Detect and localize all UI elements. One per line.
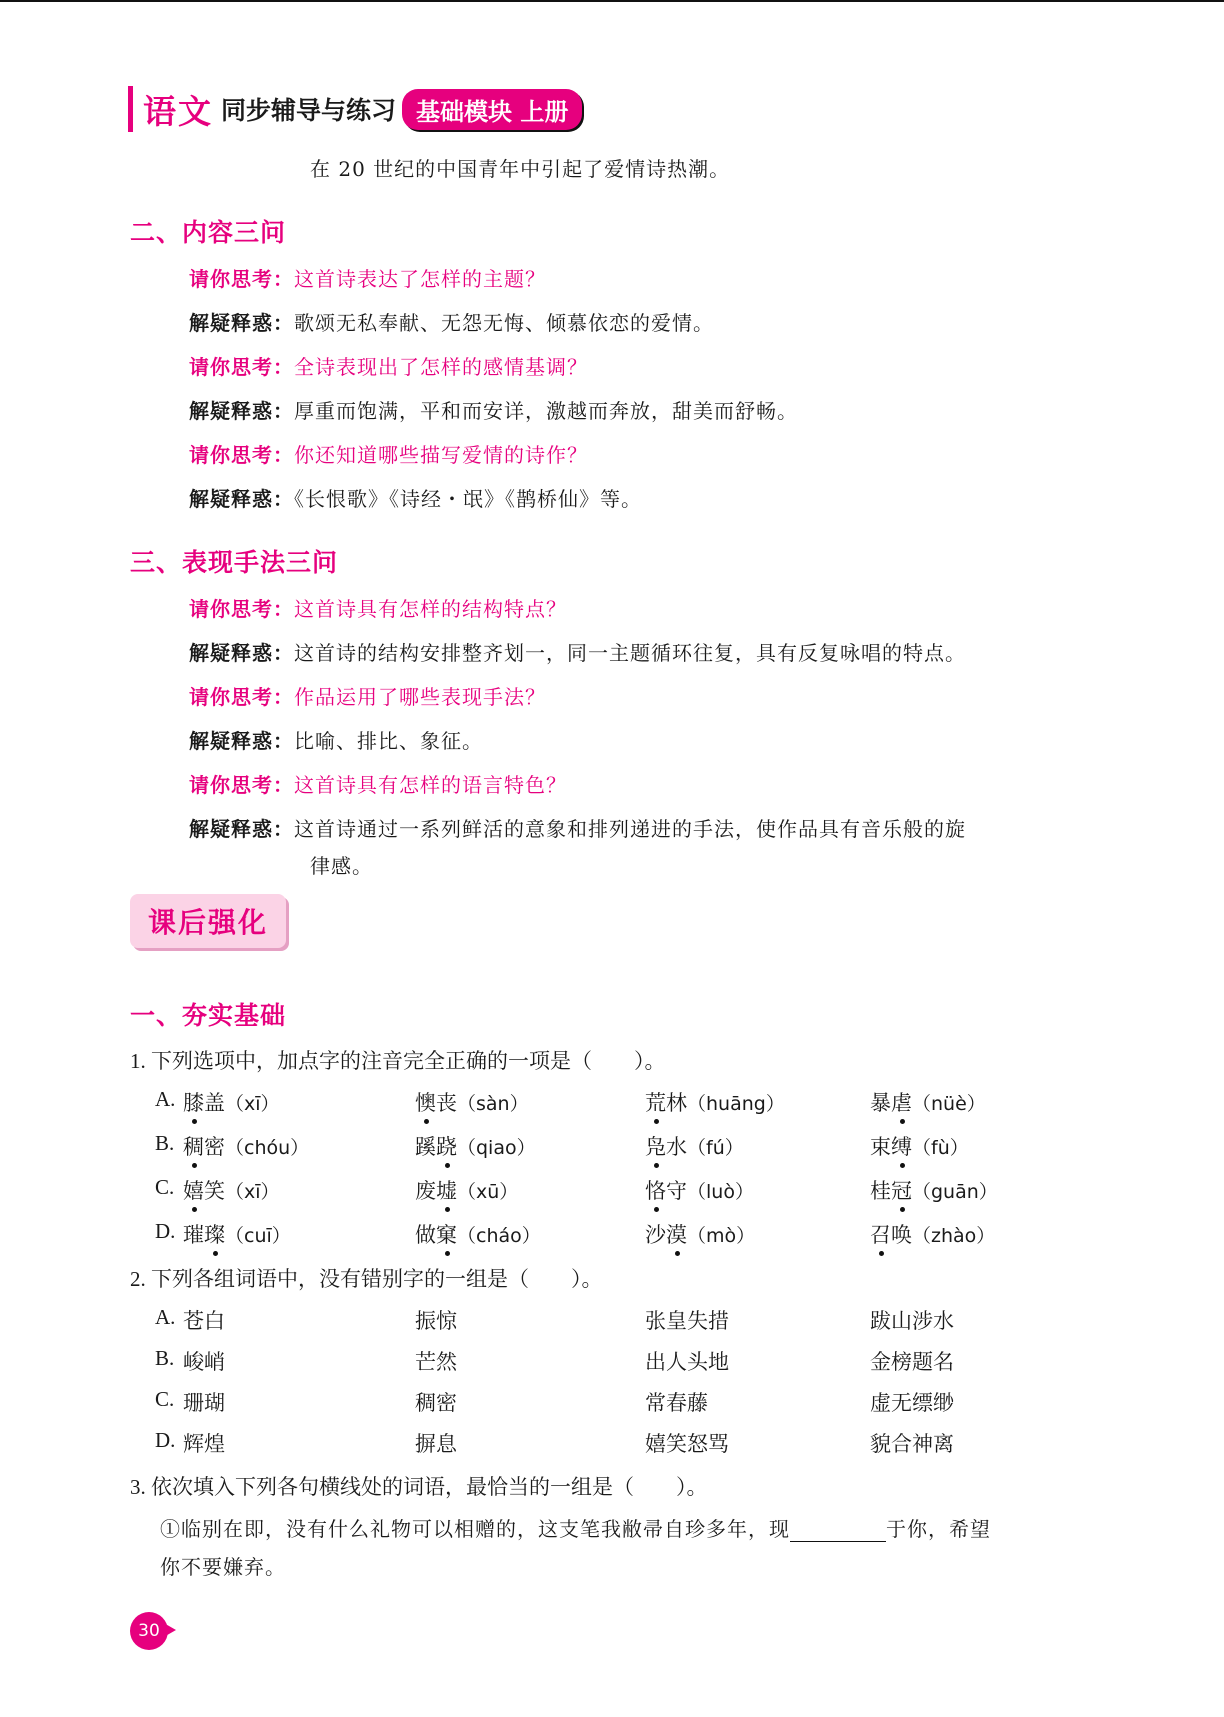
answer-continuation: 律感。: [310, 854, 373, 878]
word-char: 束: [870, 1135, 891, 1159]
word-char: 废: [415, 1179, 436, 1203]
pinyin: （nüè）: [912, 1093, 986, 1115]
word-item: 常春藤: [645, 1391, 708, 1415]
sentence-text: ①临别在即，没有什么礼物可以相赠的，这支笔我敝帚自珍多年，现: [160, 1517, 790, 1541]
word-char: 守: [666, 1179, 687, 1203]
option-letter[interactable]: C.: [155, 1175, 175, 1199]
qa-label: 请你思考：: [189, 267, 294, 291]
header-series: 同步辅导与练习: [221, 96, 397, 125]
pinyin-item: [870, 1219, 995, 1249]
word-char: 暴: [870, 1091, 891, 1115]
qa-text: 这首诗的结构安排整齐划一，同一主题循环往复，具有反复咏唱的特点。: [294, 641, 966, 665]
think-question: [189, 263, 546, 292]
option-letter[interactable]: A.: [155, 1087, 176, 1111]
qa-text: 这首诗表达了怎样的主题？: [294, 267, 546, 291]
option-letter[interactable]: C.: [155, 1387, 175, 1411]
dotted-char: 冠: [891, 1175, 912, 1205]
qa-label: 解疑释惑：: [189, 399, 294, 423]
qa-label: 请你思考：: [189, 597, 294, 621]
pinyin: （cháo）: [457, 1225, 541, 1247]
word-item: 振惊: [415, 1309, 457, 1333]
header-subject: 语文: [143, 91, 213, 131]
think-question: [189, 351, 588, 380]
dotted-char: 膝: [183, 1087, 204, 1117]
qa-label: 解疑释惑：: [189, 817, 294, 841]
after-class-banner: [130, 894, 286, 948]
qa-label: 请你思考：: [189, 773, 294, 797]
pinyin-item: [870, 1087, 986, 1117]
dotted-char: 嬉: [183, 1175, 204, 1205]
question-2-stem: 2. 下列各组词语中，没有错别字的一组是（ ）。: [130, 1267, 603, 1291]
word-item: 摒息: [415, 1432, 457, 1456]
word-char: 桂: [870, 1179, 891, 1203]
page-number-tail: [162, 1622, 176, 1638]
option-letter[interactable]: D.: [155, 1428, 176, 1452]
pinyin-item: [870, 1131, 969, 1161]
dotted-char: 懊: [415, 1087, 436, 1117]
top-rule: [0, 0, 1224, 2]
pinyin: （chóu）: [225, 1137, 310, 1159]
dotted-char: 荒: [645, 1087, 666, 1117]
think-question: [189, 593, 567, 622]
qa-text: 全诗表现出了怎样的感情基调？: [294, 355, 588, 379]
qa-label: 解疑释惑：: [189, 311, 294, 335]
question-3-stem: 3. 依次填入下列各句横线处的词语，最恰当的一组是（ ）。: [130, 1475, 708, 1499]
dotted-char: 缚: [891, 1131, 912, 1161]
pinyin: （guān）: [912, 1181, 998, 1203]
dotted-char: 墟: [436, 1175, 457, 1205]
answer: [189, 307, 714, 336]
dotted-char: 恪: [645, 1175, 666, 1205]
header-accent-bar: [128, 86, 133, 132]
pinyin-item: [415, 1087, 529, 1117]
fill-blank[interactable]: [790, 1519, 886, 1542]
pinyin-item: [645, 1219, 755, 1249]
answer: [189, 637, 966, 666]
word-char: 盖: [204, 1091, 225, 1115]
word-item: 金榜题名: [870, 1350, 954, 1374]
pinyin-item: [645, 1175, 754, 1205]
word-item: 嬉笑怒骂: [645, 1432, 729, 1456]
pinyin: （xū）: [457, 1181, 519, 1203]
qa-label: 请你思考：: [189, 685, 294, 709]
word-char: 笑: [204, 1179, 225, 1203]
word-char: 蹊: [415, 1135, 436, 1159]
option-letter[interactable]: B.: [155, 1346, 175, 1370]
qa-label: 解疑释惑：: [189, 641, 294, 665]
word-char: 唤: [891, 1223, 912, 1247]
qa-text: 歌颂无私奉献、无怨无悔、倾慕依恋的爱情。: [294, 311, 714, 335]
option-letter[interactable]: D.: [155, 1219, 176, 1243]
answer: [189, 725, 483, 754]
word-char: 璀: [183, 1223, 204, 1247]
pinyin-item: [870, 1175, 998, 1205]
pinyin-item: [183, 1219, 291, 1249]
word-item: 珊瑚: [183, 1391, 225, 1415]
dotted-char: 召: [870, 1219, 891, 1249]
pinyin: （sàn）: [457, 1093, 529, 1115]
question-1-stem: 1. 下列选项中，加点字的注音完全正确的一项是（ ）。: [130, 1049, 666, 1073]
word-item: 张皇失措: [645, 1309, 729, 1333]
answer: [189, 395, 798, 424]
option-letter[interactable]: B.: [155, 1131, 175, 1155]
question-3-sentence-1: [160, 1513, 991, 1542]
dotted-char: 虐: [891, 1087, 912, 1117]
sentence-text: 于你，希望: [886, 1517, 991, 1541]
continuation-text: 在 20 世纪的中国青年中引起了爱情诗热潮。: [310, 157, 731, 181]
pinyin: （fù）: [912, 1137, 969, 1159]
pinyin-item: [415, 1219, 541, 1249]
dotted-char: 稠: [183, 1131, 204, 1161]
option-letter[interactable]: A.: [155, 1305, 176, 1329]
think-question: [189, 439, 588, 468]
pinyin-item: [645, 1131, 744, 1161]
think-question: [189, 769, 567, 798]
dotted-char: 跷: [436, 1131, 457, 1161]
word-item: 苍白: [183, 1309, 225, 1333]
pinyin-item: [183, 1087, 280, 1117]
pinyin: （cuī）: [225, 1225, 291, 1247]
word-char: 林: [666, 1091, 687, 1115]
qa-text: 你还知道哪些描写爱情的诗作？: [294, 443, 588, 467]
header-tag: 基础模块 上册: [402, 89, 582, 130]
word-char: 水: [666, 1135, 687, 1159]
word-item: 芒然: [415, 1350, 457, 1374]
pinyin: （mò）: [687, 1225, 756, 1247]
pinyin-item: [183, 1131, 309, 1161]
qa-text: 作品运用了哪些表现手法？: [294, 685, 546, 709]
pinyin-item: [645, 1087, 785, 1117]
word-item: 峻峭: [183, 1350, 225, 1374]
answer: [189, 813, 966, 842]
answer: [189, 483, 642, 512]
qa-label: 请你思考：: [189, 355, 294, 379]
word-item: 貌合神离: [870, 1432, 954, 1456]
pinyin: （qiao）: [457, 1137, 536, 1159]
section-title-technique: 三、表现手法三问: [130, 548, 339, 577]
pinyin: （xī）: [225, 1181, 280, 1203]
think-question: [189, 681, 546, 710]
section-title-basics: 一、夯实基础: [130, 1001, 287, 1030]
word-char: 密: [204, 1135, 225, 1159]
word-char: 丧: [436, 1091, 457, 1115]
pinyin: （luò）: [687, 1181, 754, 1203]
pinyin: （fú）: [687, 1137, 744, 1159]
pinyin-item: [183, 1175, 280, 1205]
word-item: 跋山涉水: [870, 1309, 954, 1333]
word-char: 做: [415, 1223, 436, 1247]
pinyin: （xī）: [225, 1093, 280, 1115]
qa-label: 解疑释惑：: [189, 729, 294, 753]
word-item: 虚无缥缈: [870, 1391, 954, 1415]
qa-text: 《长恨歌》《诗经・氓》《鹊桥仙》等。: [294, 487, 642, 511]
qa-label: 解疑释惑：: [189, 487, 294, 511]
pinyin: （huāng）: [687, 1093, 785, 1115]
question-3-sentence-1-cont: 你不要嫌弃。: [160, 1555, 286, 1579]
qa-text: 比喻、排比、象征。: [294, 729, 483, 753]
page-number: 30: [130, 1612, 168, 1650]
qa-text: 这首诗具有怎样的语言特色？: [294, 773, 567, 797]
word-item: 辉煌: [183, 1432, 225, 1456]
dotted-char: 凫: [645, 1131, 666, 1161]
qa-text: 厚重而饱满，平和而安详，激越而奔放，甜美而舒畅。: [294, 399, 798, 423]
word-char: 沙: [645, 1223, 666, 1247]
word-item: 稠密: [415, 1391, 457, 1415]
dotted-char: 璨: [204, 1219, 225, 1249]
word-item: 出人头地: [645, 1350, 729, 1374]
qa-text: 这首诗通过一系列鲜活的意象和排列递进的手法，使作品具有音乐般的旋: [294, 817, 966, 841]
dotted-char: 漠: [666, 1219, 687, 1249]
dotted-char: 窠: [436, 1219, 457, 1249]
qa-text: 这首诗具有怎样的结构特点？: [294, 597, 567, 621]
pinyin-item: [415, 1131, 536, 1161]
qa-label: 请你思考：: [189, 443, 294, 467]
pinyin: （zhào）: [912, 1225, 996, 1247]
after-class-title: 课后强化: [147, 906, 268, 939]
pinyin-item: [415, 1175, 518, 1205]
section-title-content: 二、内容三问: [130, 218, 287, 247]
page-header: [128, 86, 582, 132]
